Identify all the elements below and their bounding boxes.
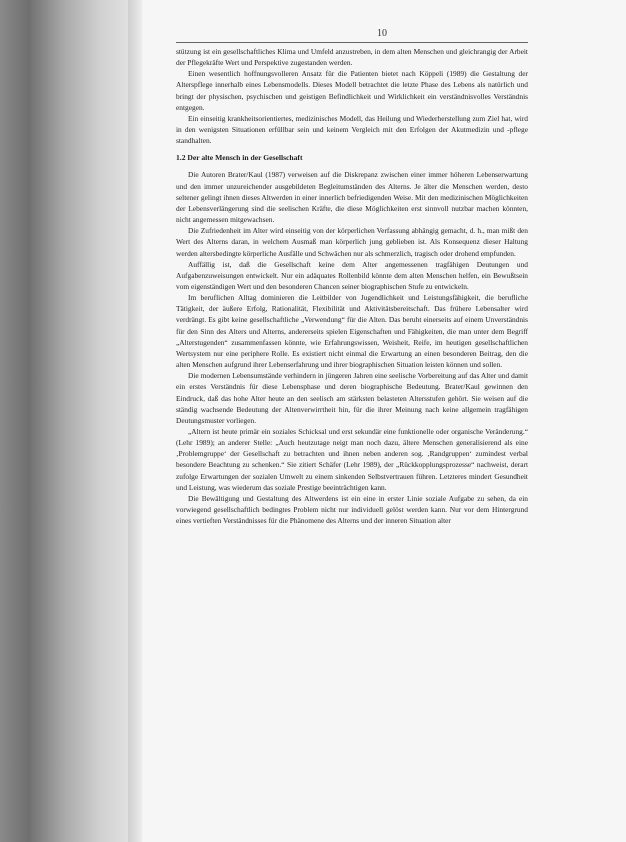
paragraph: Die Zufriedenheit im Alter wird einseitig von der körperlichen Verfassung abhängig gemacht, d. h., man mißt den Wert des Alterns daran, in welchem Ausmaß man körperlich jung geblieben ist. Als Konsequenz dieser Haltung werden altersbedingte körperliche Ausfälle und Schwächen nur als schmerzlich, tragisch oder drohend empfunden. — [176, 226, 528, 258]
page-number: 10 — [377, 28, 387, 39]
section-heading: 1.2 Der alte Mensch in der Gesellschaft — [176, 153, 303, 163]
paragraph: „Altern ist heute primär ein soziales Schicksal und erst sekundär eine funktionelle oder organische Veränderung.“ (Lehr 1989); an anderer Stelle: „Auch heutzutage neigt man noch dazu, ältere Menschen generalisierend als eine ‚Problemgruppe‘ der Gesellschaft zu betrachten und ihnen neben anderen sog. ‚Randgruppen‘ zumindest verbal besondere Beachtung zu schenken.“ Sie zitiert Schäfer (Lehr 1989), der „Rückkopplungsprozesse“ nachweist, derart zufolge Erwartungen der sozialen Umwelt zu einem sinkenden Selbstvertrauen führen. Letzteres mindert Gesundheit und Leistung, was wiederum das soziale Prestige beeinträchtigen kann. — [176, 427, 528, 492]
page-body — [176, 46, 528, 526]
paragraph: Die Bewältigung und Gestaltung des Altwerdens ist ein eine in erster Linie soziale Aufgabe zu sehen, da ein vorwiegend gesellschaftlich bedingtes Problem nicht nur individuell gelöst werden kann. Nur vor dem Hintergrund eines vertieften Verständnisses für die Phänomene des Alterns und der inneren Situation alter — [176, 493, 528, 526]
paragraph: Die modernen Lebensumstände verhindern in jüngeren Jahren eine seelische Vorbereitung auf das Alter und damit ein erstes Verständnis für diese Lebensphase und deren biographische Bedeutung. Brater/Kaul gewinnen den Eindruck, daß das hohe Alter heute an den seelisch am stärksten belasteten Altersstufen gehört. Sie weisen auf die ständig wachsende Bedeutung der Altenverwirrtheit hin, für die ihrer Meinung nach keine allgemein tragfähigen Deutungsmuster vorliegen. — [176, 371, 528, 425]
header-rule — [176, 42, 528, 43]
paragraph: Einen wesentlich hoffnungsvolleren Ansatz für die Patienten bietet nach Köppeli (1989) die Gestaltung der Alterspflege innerhalb eines Lebensmodells. Dieses Modell betrachtet die letzte Phase des Lebens als natürlich und bringt der physischen, psychischen und geistigen Befindlichkeit und Wirklichkeit ein verständnisvolles Verständnis entgegen. — [176, 69, 528, 112]
paragraph: Die Autoren Brater/Kaul (1987) verweisen auf die Diskrepanz zwischen einer immer höheren Lebenserwartung und den immer unzureichender ausgebildeten Begleitumständen des Alterns. Je älter die Menschen werden, desto seltener gelingt ihnen dieses Altwerden in einer innerlich befriedigenden Weise. Mit den medizinischen Möglichkeiten der Lebensverlängerung sind die seelischen Kräfte, die diese Möglichkeiten erst sinnvoll nutzbar machen könnten, nicht angemessen mitgewachsen. — [176, 170, 528, 225]
book-binding-shadow — [0, 0, 142, 842]
binding-edge — [128, 0, 142, 842]
paragraph: Ein einseitig krankheitsorientiertes, medizinisches Modell, das Heilung und Wiederherstellung zum Ziel hat, wird in den wenigsten Situationen erfüllbar sein und keinem Vergleich mit den Erfolgen der Akutmedizin und -pflege standhalten. — [176, 113, 528, 146]
paragraph: Auffällig ist, daß die Gesellschaft keine dem Alter angemessenen tragfähigen Deutungen und Aufgabenzuweisungen entwickelt. Nur ein adäquates Rollenbild könnte dem alten Menschen helfen, ein Bewußtsein vom eigenständigen Wert und den besonderen Chancen seiner biographischen Stufe zu entwickeln. — [176, 259, 528, 291]
paragraph: stützung ist ein gesellschaftliches Klima und Umfeld anzustreben, in dem alten Menschen und gleichrangig der Arbeit der Pflegekräfte Wert und Perspektive zugestanden werden. — [176, 47, 528, 68]
paragraph: Im beruflichen Alltag dominieren die Leitbilder von Jugendlichkeit und Leistungsfähigkeit, die berufliche Tätigkeit, der äußere Erfolg, Rationalität, Flexibilität und Aktivitätsbereitschaft. Das frühere Lebensalter wird verdrängt. Es gibt keine gesellschaftliche „Verwendung“ für die Alten. Das beruht einerseits auf einem Unverständnis für den Sinn des Alters und Alterns, andererseits spielen Eigenschaften und Fähigkeiten, die man unter dem Begriff „Alterstugenden“ zusammenfassen könnte, wie Erfahrungswissen, Weisheit, Reife, im heutigen gesellschaftlichen Wertsystem nur eine periphere Rolle. Es existiert nicht einmal die Erwartung an einen besonderen Beitrag, den die alten Menschen aufgrund ihrer Lebenserfahrung und ihrer biographischen Situation leisten können und sollen. — [176, 293, 528, 370]
